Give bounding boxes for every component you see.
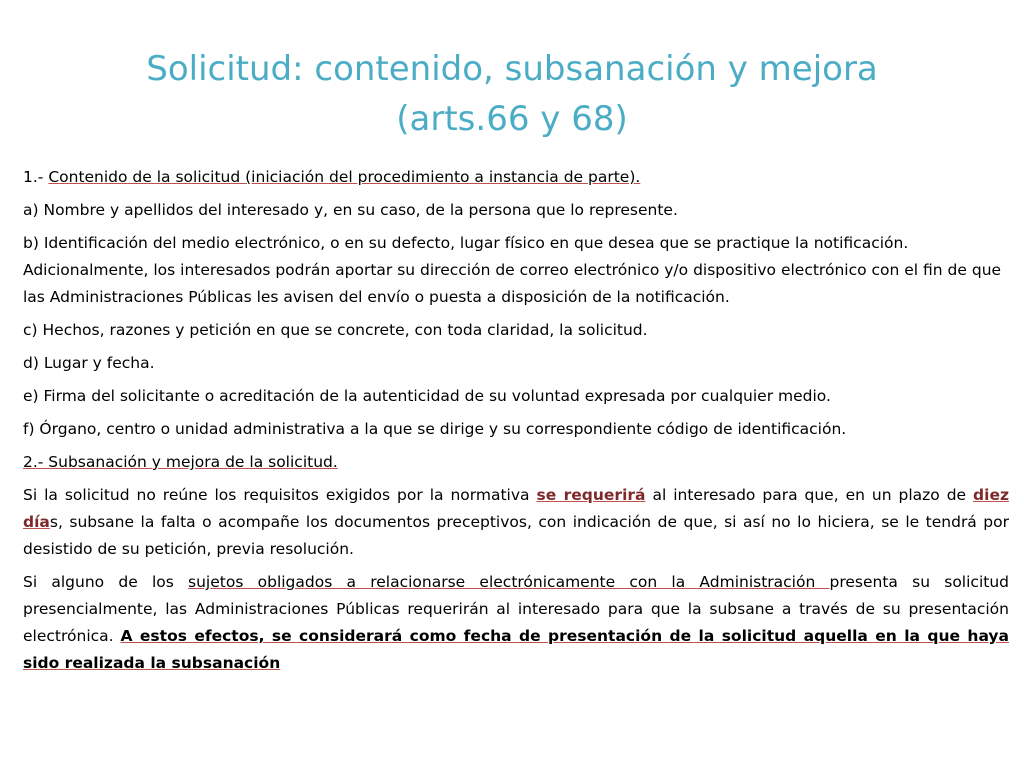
para1-text-3: s, subsane la falta o acompañe los documentos preceptivos, con indicación de que, si así no lo hiciera, se le tendrá por desistido de su petición, previa resolución.: [23, 513, 1009, 558]
slide-title-line2: (arts.66 y 68): [396, 99, 628, 139]
para1-emphasis-diez-dias: diez día: [23, 486, 1009, 531]
para2-underline-efectos: A estos efectos, se considerará como fecha de presentación de la solicitud aquella en la que haya sido realizada la subsanación: [23, 627, 1009, 672]
para2-underline-sujetos: sujetos obligados a relacionarse electrónicamente con la Administración: [188, 573, 830, 591]
para1-text-2: al interesado para que, en un plazo de: [645, 486, 974, 504]
section1-heading: [23, 164, 1009, 191]
section2-title: 2.- Subsanación y mejora de la solicitud.: [23, 453, 338, 471]
section1-prefix: 1.-: [23, 168, 49, 186]
item-e: e) Firma del solicitante o acreditación de la autenticidad de su voluntad expresada por cualquier medio.: [23, 387, 831, 405]
paragraph-subsanacion: [23, 482, 1009, 563]
item-c: c) Hechos, razones y petición en que se concrete, con toda claridad, la solicitud.: [23, 321, 648, 339]
slide-body: [23, 164, 1009, 683]
item-d: d) Lugar y fecha.: [23, 354, 155, 372]
item-a: a) Nombre y apellidos del interesado y, en su caso, de la persona que lo represente.: [23, 201, 678, 219]
para2-text-1: Si alguno de los: [23, 573, 189, 591]
item-b: b) Identificación del medio electrónico, o en su defecto, lugar físico en que desea que se practique la notificación. Adicionalmente, los interesados podrán aportar su dirección de correo electrónico y/o dispositivo electrónico con el fin de que las Administraciones Públicas les avisen del envío o puesta a disposición de la notificación.: [23, 234, 1002, 306]
item-f: f) Órgano, centro o unidad administrativa a la que se dirige y su correspondiente código de identificación.: [23, 420, 847, 438]
slide-title-line1: Solicitud: contenido, subsanación y mejora: [146, 49, 878, 89]
paragraph-sujetos-obligados: [23, 569, 1009, 677]
slide-title: [60, 44, 964, 144]
para2-text-2: presenta su solicitud presencialmente, las Administraciones Públicas requerirán al interesado para que la subsane a través de su presentación electrónica.: [23, 573, 1009, 645]
para1-emphasis-requerira: se requerirá: [536, 486, 646, 504]
section2-heading: [23, 449, 1009, 476]
section1-title: Contenido de la solicitud (iniciación del procedimiento a instancia de parte).: [48, 168, 641, 186]
para1-text-1: Si la solicitud no reúne los requisitos exigidos por la normativa: [23, 486, 537, 504]
